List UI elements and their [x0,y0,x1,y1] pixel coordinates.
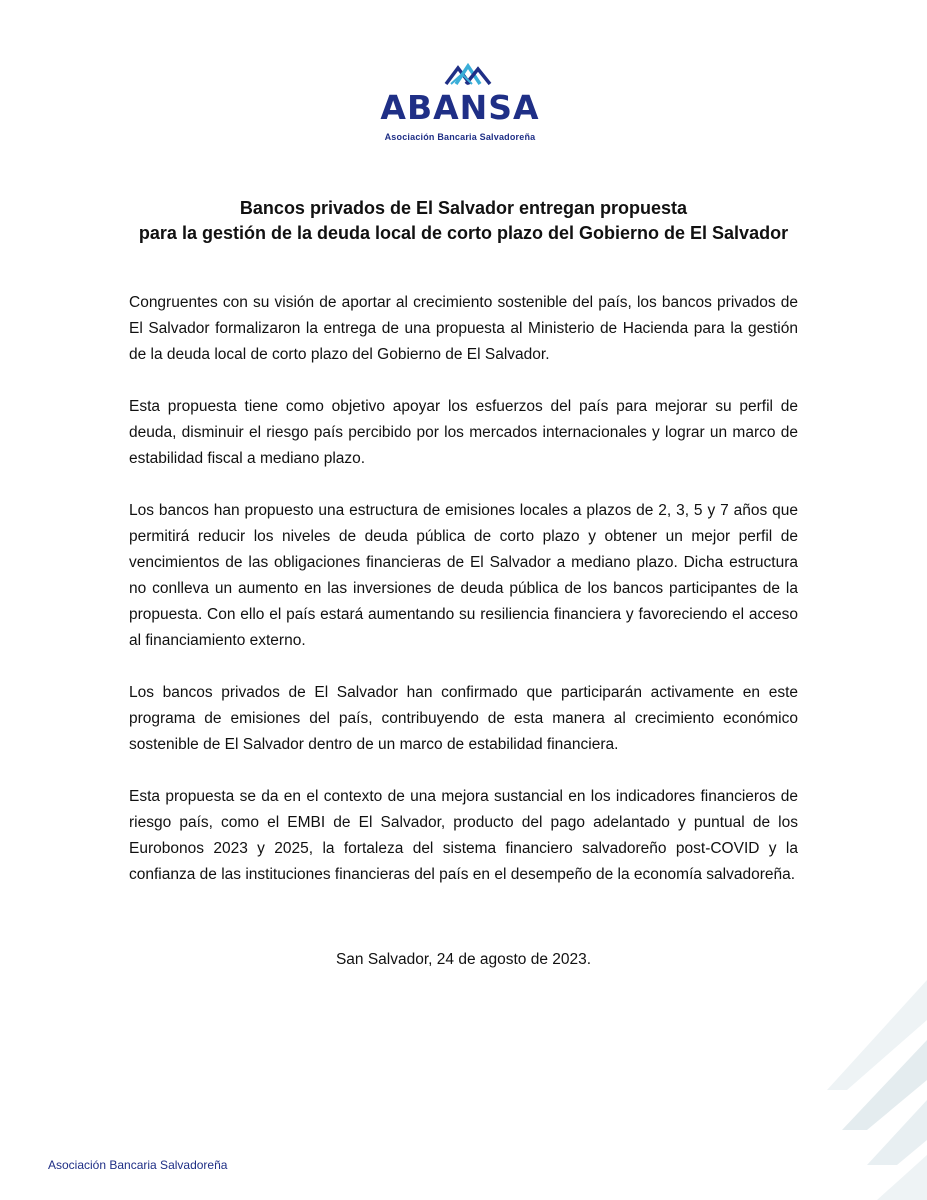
corner-decoration [807,980,927,1200]
footer-organization: Asociación Bancaria Salvadoreña [48,1158,228,1172]
dateline: San Salvador, 24 de agosto de 2023. [335,951,592,968]
paragraph-2: Esta propuesta tiene como objetivo apoyar los esfuerzos del país para mejorar su perfil de deuda, disminuir el riesgo país percibido por los mercados internacionales y lograr un marco de estabilidad fiscal a mediano plazo. [129,398,798,467]
document-title [60,196,867,246]
logo-wordmark: ABANSA [380,88,540,127]
logo-subtitle: Asociación Bancaria Salvadoreña [384,132,536,142]
paragraph-1: Congruentes con su visión de aportar al crecimiento sostenible del país, los bancos privados de El Salvador formalizaron la entrega de una propuesta al Ministerio de Hacienda para la gestión de la deuda local de corto plazo del Gobierno de El Salvador. [129,294,798,363]
document-body [129,290,798,914]
paragraph-3: Los bancos han propuesto una estructura de emisiones locales a plazos de 2, 3, 5 y 7 años que permitirá reducir los niveles de deuda pública de corto plazo y obtener un mejor perfil de vencimientos de las obligaciones financieras de El Salvador a mediano plazo. Dicha estructura no conlleva un aumento en las inversiones de deuda pública de los bancos participantes de la propuesta. Con ello el país estará aumentando su resiliencia financiera y favoreciendo el acceso al financiamiento externo. [129,502,798,649]
paragraph-5: Esta propuesta se da en el contexto de una mejora sustancial en los indicadores financieros de riesgo país, como el EMBI de El Salvador, producto del pago adelantado y puntual de los Eurobonos 2023 y 2025, la fortaleza del sistema financiero salvadoreño post-COVID y la confianza de las instituciones financieras del país en el desempeño de la economía salvadoreña. [129,788,798,883]
paragraph-4: Los bancos privados de El Salvador han confirmado que participarán activamente en este programa de emisiones del país, contribuyendo de esta manera al crecimiento económico sostenible de El Salvador dentro de un marco de estabilidad financiera. [129,684,798,753]
title-line-2: para la gestión de la deuda local de corto plazo del Gobierno de El Salvador [138,223,789,243]
title-line-1: Bancos privados de El Salvador entregan propuesta [239,198,688,218]
mountain-peaks-icon [444,60,494,90]
abansa-logo [370,60,560,145]
